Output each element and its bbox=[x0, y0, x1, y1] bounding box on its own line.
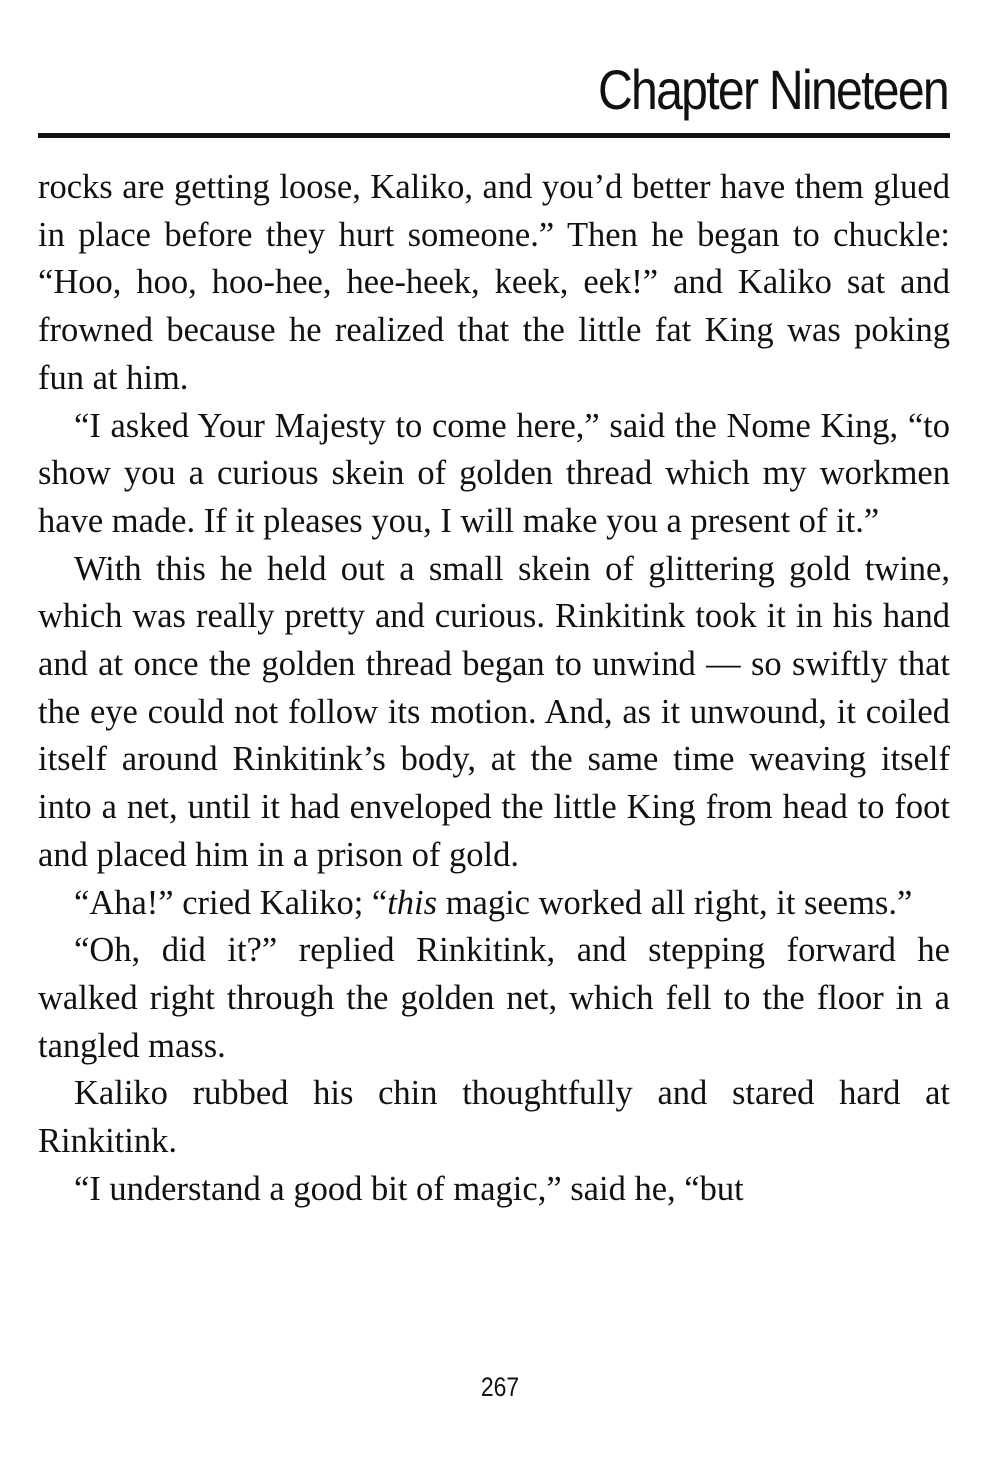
paragraph-2: “I asked Your Majesty to come here,” said the Nome King, “to show you a curious skein of golden thread which my workmen have made. If it pleases you, I will make you a present of it.” bbox=[38, 406, 950, 540]
paragraph-1: rocks are getting loose, Kaliko, and you’d better have them glued in place before they hurt someone.” Then he began to chuckle: “Hoo, hoo, hoo-hee, hee-heek, keek, eek!” and Kaliko sat and frowned because he realized that the little fat King was poking fun at him. bbox=[38, 168, 950, 397]
page-number: 267 bbox=[480, 1372, 520, 1402]
paragraph-5: “Oh, did it?” replied Rinkitink, and stepping forward he walked right through the golden net, which fell to the floor in a tangled mass. bbox=[38, 931, 950, 1065]
paragraph-4-emphasis: this bbox=[387, 883, 438, 922]
paragraph-7: “I understand a good bit of magic,” said he, “but bbox=[74, 1169, 744, 1208]
chapter-title: Chapter Nineteen bbox=[598, 58, 948, 121]
paragraph-4-start: “Aha!” cried Kaliko; “ bbox=[74, 883, 388, 922]
header-rule bbox=[38, 133, 950, 138]
paragraph-3: With this he held out a small skein of glittering gold twine, which was really pretty and curious. Rinkitink took it in his hand and at once the golden thread began to unwind — so swiftly that the eye could not follow its motion. And, as it unwound, it coiled itself around Rinkitink’s body, at the same time weaving itself into a net, until it had enveloped the little King from head to foot and placed him in a prison of gold. bbox=[38, 549, 950, 874]
paragraph-4-end: magic worked all right, it seems.” bbox=[437, 883, 913, 922]
paragraph-4 bbox=[38, 880, 950, 928]
paragraph-6: Kaliko rubbed his chin thoughtfully and stared hard at Rinkitink. bbox=[38, 1074, 950, 1161]
body-text bbox=[38, 164, 950, 1213]
